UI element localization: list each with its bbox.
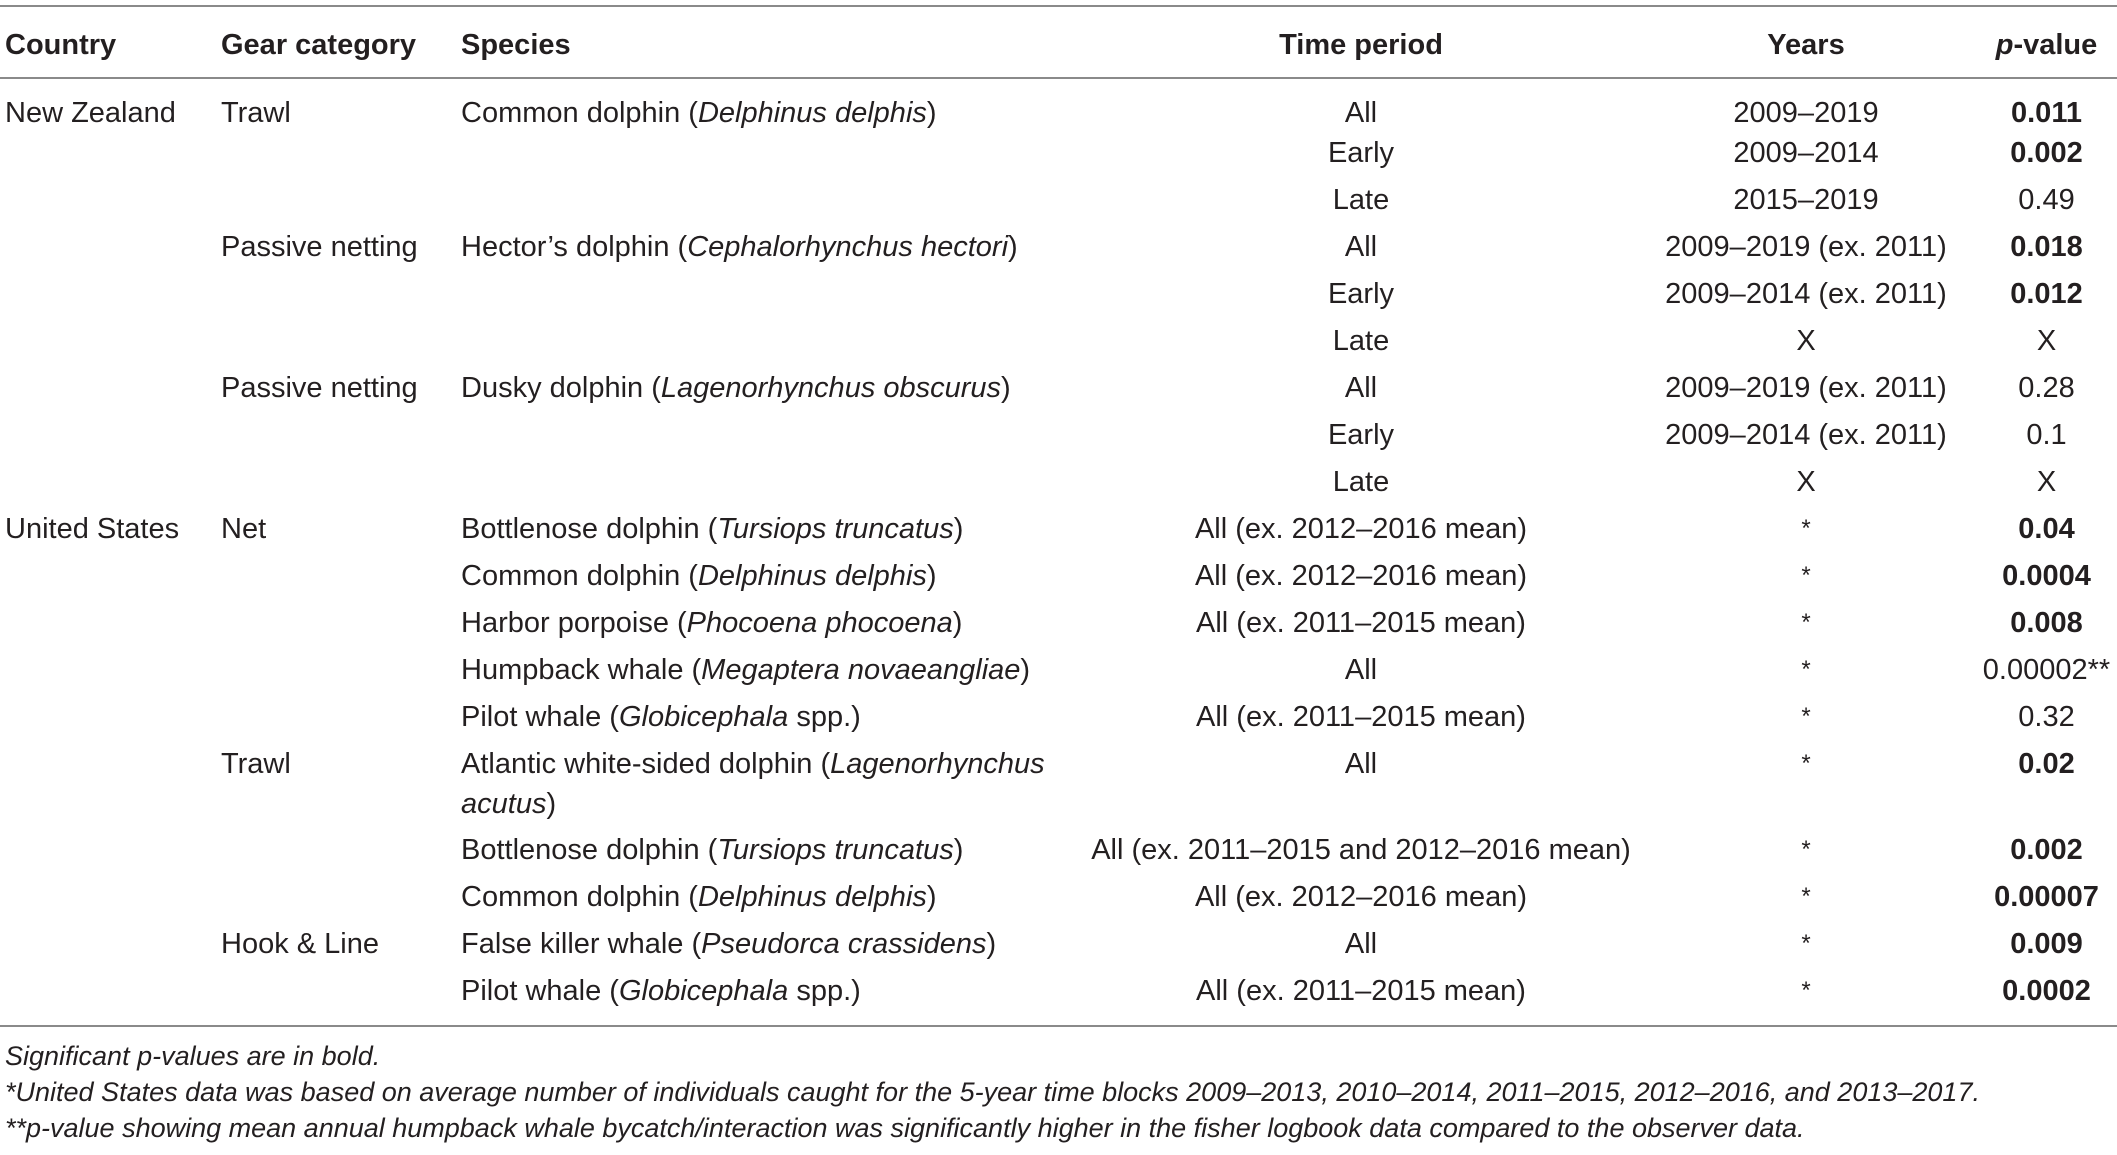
cell-years: *: [1801, 883, 1811, 910]
cell-species: [461, 830, 1081, 877]
cell-years: 2009–2019 (ex. 2011): [1665, 372, 1947, 404]
cell-time-period: All (ex. 2012–2016 mean): [1194, 881, 1528, 913]
species-common-name: Pilot whale (: [461, 975, 619, 1007]
species-scientific-name: Pseudorca crassidens: [701, 928, 987, 960]
table-body: [0, 78, 2117, 1026]
species-close: ): [1020, 654, 1031, 686]
cell-p-value: 0.04: [2018, 513, 2075, 545]
table-row: [0, 697, 2117, 744]
cell-time-period: All (ex. 2011–2015 mean): [1196, 607, 1526, 639]
cell-years: 2009–2014 (ex. 2011): [1665, 278, 1947, 310]
cell-gear-category: [221, 650, 461, 697]
cell-species: [461, 697, 1081, 744]
table-row: [0, 368, 2117, 415]
cell-years: 2015–2019: [1733, 184, 1879, 216]
cell-country: [0, 415, 221, 462]
cell-years: 2009–2019 (ex. 2011): [1665, 231, 1947, 263]
species-common-name: False killer whale (: [461, 928, 702, 960]
species-scientific-name: Delphinus delphis: [697, 881, 927, 913]
cell-years: *: [1801, 836, 1811, 863]
cell-time-period: Late: [1332, 466, 1390, 498]
cell-p-value: X: [2036, 325, 2057, 357]
species-common-name: Hector’s dolphin (: [461, 231, 688, 263]
cell-years: X: [1796, 325, 1816, 357]
cell-p-value: 0.00002**: [1982, 654, 2111, 686]
species-common-name: Common dolphin (: [461, 97, 698, 129]
cell-country: [0, 830, 221, 877]
cell-p-value: 0.012: [2010, 278, 2083, 310]
cell-years: 2009–2014: [1733, 137, 1879, 169]
species-common-name: Dusky dolphin (: [461, 372, 661, 404]
cell-gear-category: [221, 321, 461, 368]
table-footnotes: [5, 1038, 2105, 1146]
species-close: ): [926, 560, 937, 592]
cell-p-value: 0.00007: [1994, 881, 2099, 913]
cell-gear-category: [221, 697, 461, 744]
cell-country: New Zealand: [5, 97, 176, 129]
table-row: [0, 877, 2117, 924]
cell-species: [461, 368, 1081, 415]
cell-country: [0, 877, 221, 924]
cell-species: [461, 744, 1081, 830]
cell-species: [461, 650, 1081, 697]
footnote-humpback: **p-value showing mean annual humpback whale bycatch/interaction was significantly higher in the fisher logbook data compared to the observer data.: [5, 1113, 1805, 1143]
cell-years: *: [1801, 750, 1811, 777]
cell-species: [461, 556, 1081, 603]
cell-species: [461, 274, 1081, 321]
cell-gear-category: [221, 603, 461, 650]
cell-time-period: All: [1344, 748, 1378, 780]
footnote-significance: Significant p-values are in bold.: [5, 1041, 381, 1071]
species-scientific-name: Lagenorhynchus acutus: [461, 748, 1045, 820]
cell-p-value: 0.28: [2018, 372, 2075, 404]
cell-time-period: All: [1344, 928, 1378, 960]
species-common-name: Common dolphin (: [461, 881, 698, 913]
cell-time-period: All: [1344, 372, 1378, 404]
table-row: [0, 462, 2117, 509]
table-row: [0, 415, 2117, 462]
cell-species: [461, 462, 1081, 509]
species-scientific-name: Cephalorhynchus hectori: [687, 231, 1009, 263]
header-gear-category: Gear category: [221, 6, 461, 78]
cell-gear-category: [221, 830, 461, 877]
cell-species: [461, 924, 1081, 971]
cell-years: X: [1796, 466, 1816, 498]
cell-years: *: [1801, 609, 1811, 636]
cell-species: [461, 133, 1081, 180]
header-species: Species: [461, 6, 1081, 78]
species-scientific-name: Globicephala: [618, 701, 789, 733]
header-p-value: [1971, 6, 2117, 78]
cell-gear-category: Hook & Line: [221, 928, 379, 960]
species-scientific-name: Delphinus delphis: [697, 560, 927, 592]
cell-p-value: 0.011: [2011, 97, 2082, 129]
cell-species: [461, 78, 1081, 133]
cell-country: [0, 462, 221, 509]
cell-gear-category: [221, 133, 461, 180]
species-scientific-name: Delphinus delphis: [697, 97, 927, 129]
species-common-name: Humpback whale (: [461, 654, 702, 686]
cell-country: [0, 321, 221, 368]
cell-time-period: Late: [1332, 325, 1390, 357]
cell-gear-category: [221, 415, 461, 462]
cell-time-period: Early: [1327, 419, 1395, 451]
cell-time-period: All: [1344, 654, 1378, 686]
table-row: [0, 321, 2117, 368]
species-scientific-name: Lagenorhynchus obscurus: [660, 372, 1002, 404]
cell-years: *: [1801, 656, 1811, 683]
cell-species: [461, 877, 1081, 924]
table-row: [0, 830, 2117, 877]
species-close: ): [546, 788, 557, 820]
cell-gear-category: [221, 180, 461, 227]
cell-years: *: [1801, 930, 1811, 957]
cell-p-value: 0.018: [2010, 231, 2083, 263]
table-row: [0, 180, 2117, 227]
cell-species: [461, 603, 1081, 650]
species-close: ): [926, 97, 937, 129]
cell-species: [461, 971, 1081, 1026]
species-close: ): [953, 834, 964, 866]
table-row: [0, 227, 2117, 274]
cell-years: 2009–2019: [1733, 97, 1879, 129]
cell-gear-category: [221, 462, 461, 509]
species-close: spp.): [788, 701, 861, 733]
table-row: [0, 274, 2117, 321]
cell-p-value: 0.32: [2018, 701, 2075, 733]
cell-country: [0, 971, 221, 1026]
cell-time-period: Early: [1327, 278, 1395, 310]
cell-gear-category: [221, 971, 461, 1026]
species-common-name: Atlantic white-sided dolphin (: [461, 748, 831, 780]
species-common-name: Pilot whale (: [461, 701, 619, 733]
footnote-us-data: *United States data was based on average number of individuals caught for the 5-year time blocks 2009–2013, 2010–2014, 2011–2015, 2012–2016, and 2013–2017.: [5, 1077, 1980, 1107]
cell-gear-category: Trawl: [221, 748, 291, 780]
cell-gear-category: Passive netting: [221, 231, 418, 263]
cell-country: [0, 227, 221, 274]
cell-years: *: [1801, 515, 1811, 542]
species-close: ): [1008, 231, 1018, 263]
cell-years: 2009–2014 (ex. 2011): [1665, 419, 1947, 451]
cell-species: [461, 180, 1081, 227]
species-close: ): [926, 881, 937, 913]
cell-country: [0, 650, 221, 697]
cell-p-value: 0.009: [2010, 928, 2083, 960]
table-row: [0, 556, 2117, 603]
table-row: [0, 971, 2117, 1026]
table-row: [0, 744, 2117, 830]
cell-time-period: All (ex. 2011–2015 mean): [1196, 701, 1526, 733]
cell-time-period: All (ex. 2011–2015 and 2012–2016 mean): [1091, 834, 1631, 866]
table-row: [0, 603, 2117, 650]
species-scientific-name: Phocoena phocoena: [686, 607, 953, 639]
species-scientific-name: Megaptera novaeangliae: [701, 654, 1021, 686]
cell-time-period: Late: [1332, 184, 1390, 216]
cell-country: [0, 133, 221, 180]
table-row: [0, 133, 2117, 180]
species-close: ): [952, 607, 963, 639]
cell-gear-category: [221, 274, 461, 321]
cell-time-period: All (ex. 2012–2016 mean): [1194, 560, 1528, 592]
species-scientific-name: Tursiops truncatus: [717, 513, 954, 545]
cell-country: [0, 744, 221, 830]
results-table: [0, 5, 2117, 1027]
cell-country: [0, 180, 221, 227]
cell-species: [461, 415, 1081, 462]
header-row: [0, 6, 2117, 78]
cell-p-value: 0.008: [2010, 607, 2083, 639]
table-row: [0, 78, 2117, 133]
cell-country: [0, 697, 221, 744]
cell-p-value: 0.002: [2010, 137, 2083, 169]
cell-country: United States: [5, 513, 180, 545]
species-close: spp.): [788, 975, 861, 1007]
cell-country: [0, 368, 221, 415]
header-country: Country: [0, 6, 221, 78]
species-common-name: Harbor porpoise (: [461, 607, 687, 639]
species-common-name: Common dolphin (: [461, 560, 698, 592]
cell-country: [0, 556, 221, 603]
cell-country: [0, 924, 221, 971]
cell-gear-category: Passive netting: [221, 372, 418, 404]
species-common-name: Bottlenose dolphin (: [461, 834, 718, 866]
cell-years: *: [1801, 562, 1811, 589]
cell-p-value: 0.02: [2018, 748, 2075, 780]
cell-time-period: All: [1344, 231, 1378, 263]
cell-gear-category: Net: [221, 513, 267, 545]
cell-p-value: 0.002: [2010, 834, 2083, 866]
header-p-suffix: -value: [2013, 28, 2098, 61]
cell-gear-category: Trawl: [221, 97, 291, 129]
species-scientific-name: Tursiops truncatus: [717, 834, 954, 866]
species-close: ): [1001, 372, 1011, 404]
table-row: [0, 509, 2117, 556]
header-years: Years: [1641, 6, 1971, 78]
cell-time-period: All (ex. 2012–2016 mean): [1194, 513, 1528, 545]
cell-p-value: 0.49: [2018, 184, 2075, 216]
species-common-name: Bottlenose dolphin (: [461, 513, 718, 545]
cell-time-period: All: [1344, 97, 1378, 129]
cell-species: [461, 321, 1081, 368]
species-scientific-name: Globicephala: [618, 975, 789, 1007]
cell-gear-category: [221, 877, 461, 924]
cell-years: *: [1641, 971, 1971, 1026]
cell-p-value: 0.0004: [2002, 560, 2091, 592]
species-close: ): [986, 928, 997, 960]
species-close: ): [953, 513, 964, 545]
table-header: [0, 6, 2117, 78]
cell-time-period: Early: [1327, 137, 1395, 169]
cell-p-value: X: [2036, 466, 2057, 498]
table-row: [0, 924, 2117, 971]
header-p-italic: p: [1995, 28, 2014, 61]
cell-species: [461, 227, 1081, 274]
cell-time-period: All (ex. 2011–2015 mean): [1081, 971, 1641, 1026]
results-table-container: [0, 5, 2117, 1027]
table-row: [0, 650, 2117, 697]
cell-species: [461, 509, 1081, 556]
cell-years: *: [1801, 703, 1811, 730]
cell-p-value: 0.0002: [1971, 971, 2117, 1026]
cell-p-value: 0.1: [2026, 419, 2067, 451]
cell-country: [0, 603, 221, 650]
cell-country: [0, 274, 221, 321]
header-time-period: Time period: [1081, 6, 1641, 78]
cell-gear-category: [221, 556, 461, 603]
